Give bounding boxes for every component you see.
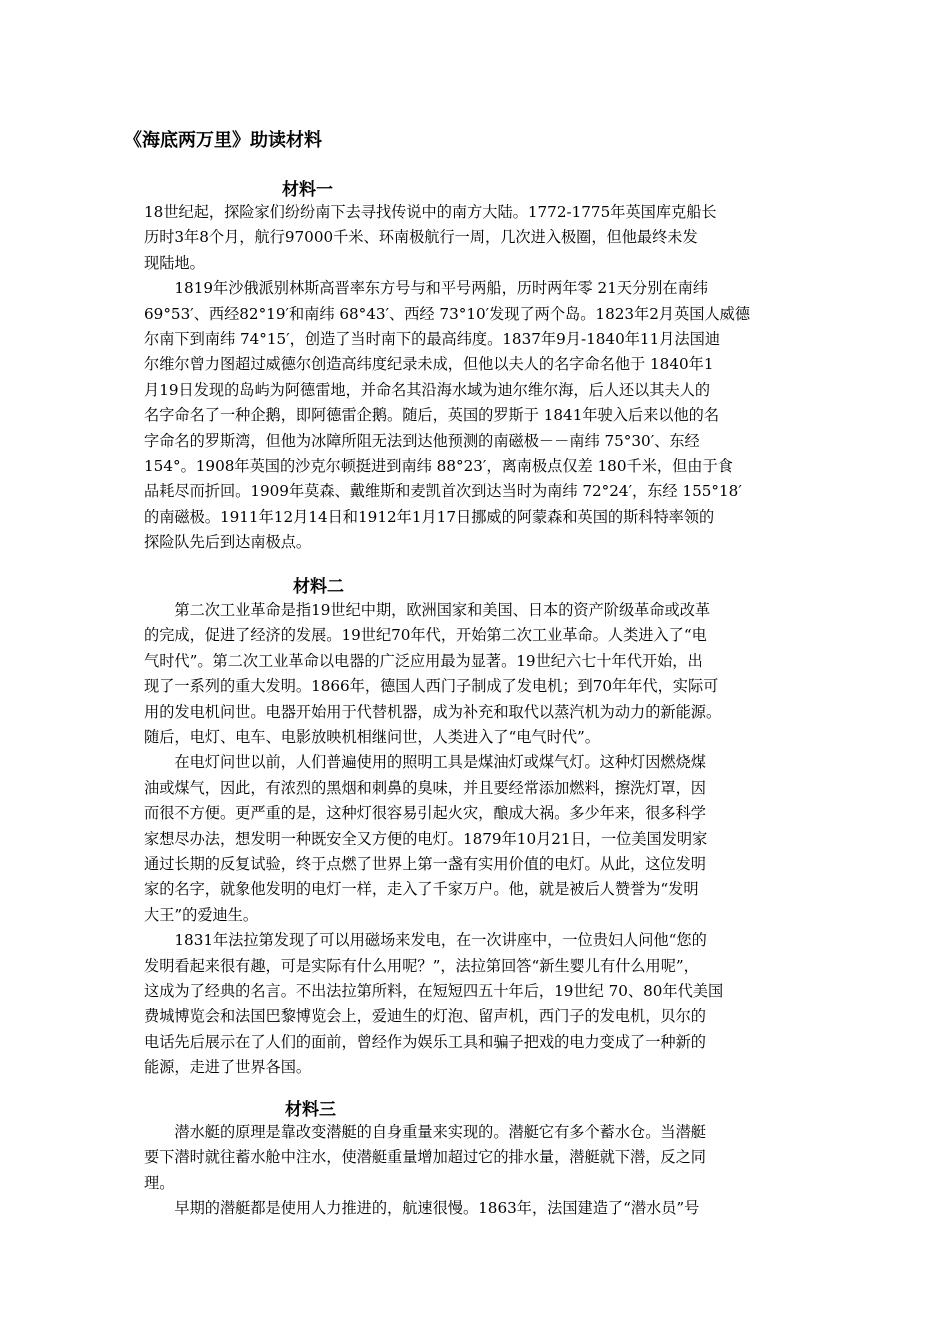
body-text-line: 随后，电灯、电车、电影放映机相继问世，人类进入了“电气时代”。 [144, 728, 600, 746]
body-text-line: 大王”的爱迪生。 [144, 905, 259, 924]
body-text-line: 费城博览会和法国巴黎博览会上，爱迪生的灯泡、留声机，西门子的发电机，贝尔的 [144, 1007, 706, 1026]
body-text-line: 尔维尔曾力图超过威德尔创造高纬度纪录未成，但他以夫人的名字命名他于 1840年1 [144, 355, 714, 374]
body-text-line: 能源，走进了世界各国。 [144, 1058, 312, 1077]
body-text-line: 的完成，促进了经济的发展。19世纪70年代，开始第二次工业革命。人类进入了“电 [144, 626, 707, 645]
body-text-line: 现了一系列的重大发明。1866年，德国人西门子制成了发电机；到70年年代，实际可 [144, 677, 719, 696]
body-text-line: 尔南下到南纬 74°15′，创造了当时南下的最高纬度。1837年9月-1840年11月法国迪 [144, 330, 721, 348]
body-text-line: 探险队先后到达南极点。 [144, 533, 312, 552]
body-text-line: 家想尽办法，想发明一种既安全又方便的电灯。1879年10月21日，一位美国发明家 [144, 829, 708, 848]
body-text-line: 通过长期的反复试验，终于点燃了世界上第一盏有实用价值的电灯。从此，这位发明 [144, 855, 706, 873]
body-text-line: 潜水艇的原理是靠改变潜艇的自身重量来实现的。潜艇它有多个蓄水仓。当潜艇 [144, 1123, 706, 1141]
body-text-line: 154°。1908年英国的沙克尔顿挺进到南纬 88°23′，离南极点仅差 180千米，但由于食 [144, 457, 733, 475]
document-title: 《海底两万里》助读材料 [124, 130, 322, 151]
body-text-line: 要下潜时就往蓄水舱中注水，使潜艇重量增加超过它的排水量，潜艇就下潜，反之同 [144, 1148, 706, 1167]
body-text-line: 电话先后展示在了人们的面前，曾经作为娱乐工具和骗子把戏的电力变成了一种新的 [144, 1032, 706, 1051]
body-text-line: 在电灯问世以前，人们普遍使用的照明工具是煤油灯或煤气灯。这种灯因燃烧煤 [144, 753, 706, 772]
body-text-line: 1831年法拉第发现了可以用磁场来发电，在一次讲座中，一位贵妇人问他“您的 [144, 931, 707, 950]
body-text-line: 69°53′、西经82°19′和南纬 68°43′、西经 73°10′发现了两个岛。1823年2月英国人威德 [144, 304, 751, 323]
body-text-line: 名字命名了一种企鹅，即阿德雷企鹅。随后，英国的罗斯于 1841年驶入后来以他的名 [144, 406, 720, 425]
body-text-line: 这成为了经典的名言。不出法拉第所料，在短短四五十年后，19世纪 70、80年代美国 [144, 982, 724, 1000]
body-text-line: 早期的潜艇都是使用人力推进的，航速很慢。1863年，法国建造了“潜水员”号 [144, 1199, 700, 1218]
body-text-line: 1819年沙俄派别林斯高晋率东方号与和平号两船，历时两年零 21天分别在南纬 [144, 279, 708, 298]
body-text-line: 发明看起来很有趣，可是实际有什么用呢？”，法拉第回答“新生婴儿有什么用呢”， [144, 956, 699, 975]
body-text-line: 家的名字，就象他发明的电灯一样，走入了千家万户。他，就是被后人赞誉为“发明 [144, 880, 699, 899]
section-heading: 材料二 [293, 577, 344, 597]
body-text-line: 字命名的罗斯湾，但他为冰障所阻无法到达他预测的南磁极－－南纬 75°30′、东经 [144, 431, 700, 450]
body-text-line: 油或煤气，因此，有浓烈的黑烟和刺鼻的臭味，并且要经常添加燃料，擦洗灯罩，因 [144, 778, 706, 797]
body-text-line: 气时代”。第二次工业革命以电器的广泛应用最为显著。19世纪六七十年代开始，出 [144, 651, 703, 670]
body-text-line: 现陆地。 [144, 253, 205, 272]
body-text-line: 月19日发现的岛屿为阿德雷地，并命名其沿海水域为迪尔维尔海，后人还以其夫人的 [144, 380, 711, 399]
body-text-line: 第二次工业革命是指19世纪中期，欧洲国家和美国、日本的资产阶级革命或改革 [144, 601, 711, 619]
body-text-line: 而很不方便。更严重的是，这种灯很容易引起火灾，酿成大祸。多少年来，很多科学 [144, 804, 706, 823]
body-text-line: 理。 [144, 1173, 175, 1192]
body-text-line: 的南磁极。1911年12月14日和1912年1月17日挪威的阿蒙森和英国的斯科特率领的 [144, 507, 715, 526]
body-text-line: 历时3年8个月，航行97000千米、环南极航行一周，几次进入极圈，但他最终未发 [144, 228, 698, 247]
body-text-line: 18世纪起，探险家们纷纷南下去寻找传说中的南方大陆。1772-1775年英国库克船长 [144, 203, 717, 221]
section-heading: 材料一 [282, 180, 333, 200]
section-heading: 材料三 [285, 1100, 336, 1120]
body-text-line: 品耗尽而折回。1909年莫森、戴维斯和麦凯首次到达当时为南纬 72°24′，东经 155°18′ [144, 482, 742, 501]
body-text-line: 用的发电机问世。电器开始用于代替机器，成为补充和取代以蒸汽机为动力的新能源。 [144, 702, 722, 721]
